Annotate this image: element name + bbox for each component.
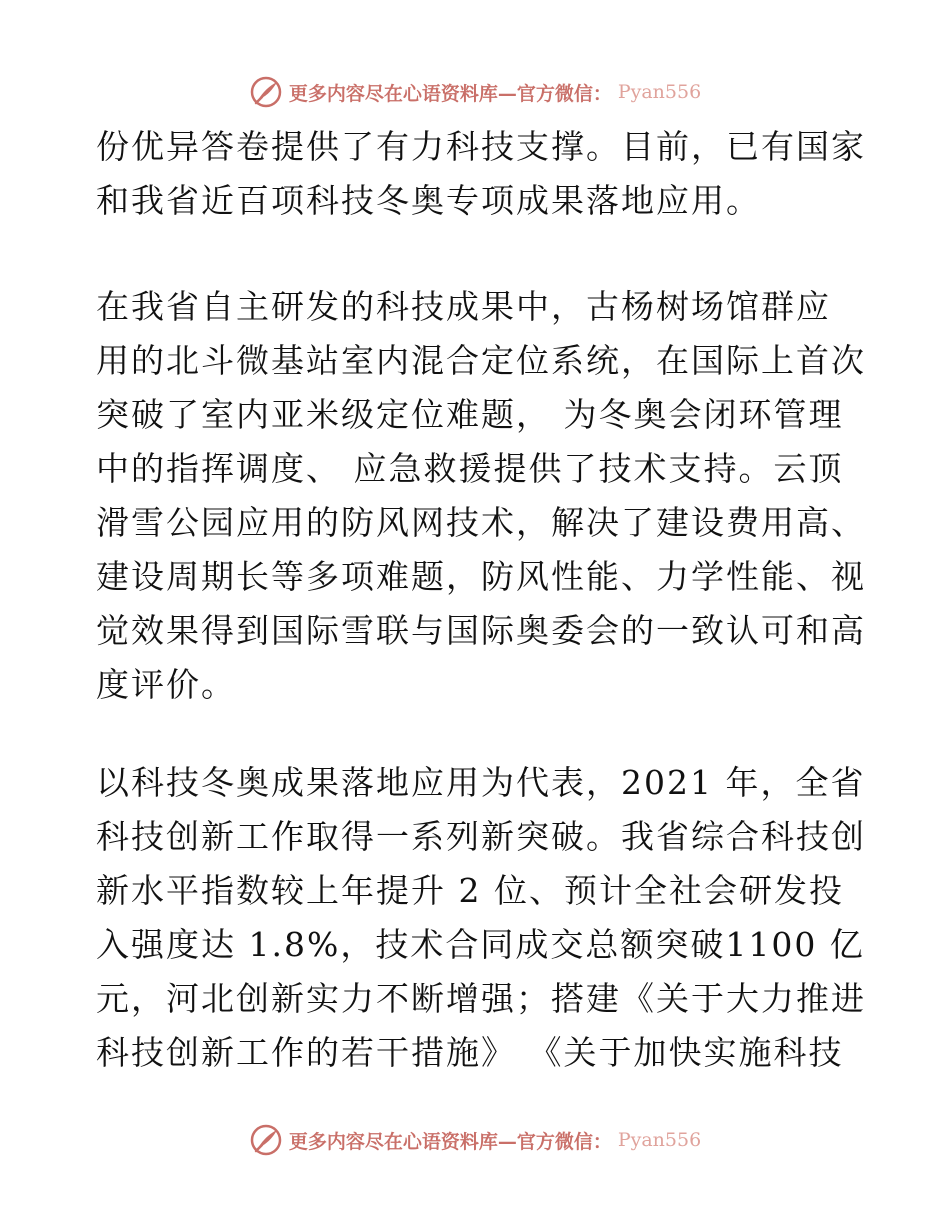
text-line: 新水平指数较上年提升 2 位、预计全社会研发投 <box>96 871 844 910</box>
text-line: 觉效果得到国际雪联与国际奥委会的一致认可和高 <box>96 611 866 650</box>
text-line: 科技创新工作取得一系列新突破。我省综合科技创 <box>96 817 866 856</box>
text-line: 突破了室内亚米级定位难题， 为冬奥会闭环管理 <box>96 395 844 434</box>
text-line: 科技创新工作的若干措施》 《关于加快实施科技 <box>96 1033 844 1072</box>
text-line: 入强度达 1.8%，技术合同成交总额突破1100 亿 <box>96 925 865 964</box>
feather-quill-logo-icon <box>249 75 283 109</box>
watermark-text: 更多内容尽在心语资料库—官方微信： <box>288 82 612 105</box>
text-line: 以科技冬奥成果落地应用为代表，2021 年，全省 <box>96 763 866 802</box>
header-watermark <box>0 70 950 114</box>
paragraph-1 <box>96 120 866 228</box>
text-line: 用的北斗微基站室内混合定位系统，在国际上首次 <box>96 341 866 380</box>
document-body <box>96 120 866 1080</box>
watermark-account: Pyan556 <box>617 81 702 103</box>
text-line: 度评价。 <box>96 665 236 704</box>
watermark-text: 更多内容尽在心语资料库—官方微信： <box>288 1130 612 1153</box>
text-line: 和我省近百项科技冬奥专项成果落地应用。 <box>96 181 761 220</box>
text-line: 滑雪公园应用的防风网技术，解决了建设费用高、 <box>96 503 866 542</box>
text-line: 元，河北创新实力不断增强；搭建《关于大力推进 <box>96 979 866 1018</box>
text-line: 在我省自主研发的科技成果中，古杨树场馆群应 <box>96 287 831 326</box>
watermark-account: Pyan556 <box>617 1129 702 1151</box>
paragraph-2 <box>96 280 866 712</box>
feather-quill-logo-icon <box>249 1123 283 1157</box>
text-line: 建设周期长等多项难题，防风性能、力学性能、视 <box>96 557 866 596</box>
text-line: 份优异答卷提供了有力科技支撑。目前，已有国家 <box>96 127 866 166</box>
footer-watermark <box>0 1118 950 1162</box>
text-line: 中的指挥调度、 应急救援提供了技术支持。云顶 <box>96 449 844 488</box>
paragraph-3 <box>96 756 866 1080</box>
